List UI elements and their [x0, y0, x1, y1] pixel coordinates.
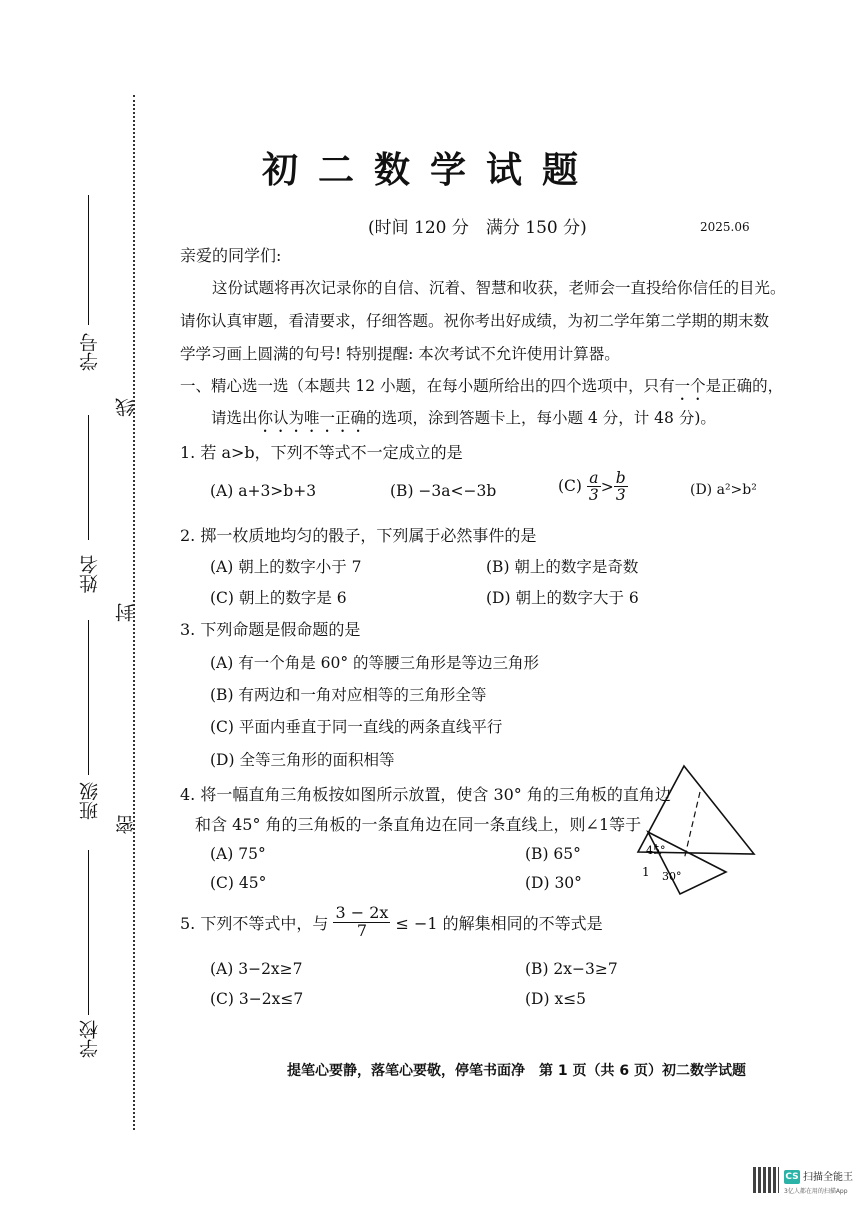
q1-gt: >	[600, 477, 614, 496]
camscanner-name: 扫描全能王	[803, 1172, 853, 1183]
class-blank[interactable]	[88, 620, 89, 775]
q4-option-d[interactable]: (D) 30°	[525, 874, 582, 892]
q2-option-d[interactable]: (D) 朝上的数字大于 6	[486, 589, 639, 607]
name-label: 姓名	[79, 555, 101, 593]
q5-stem-b: ≤ −1 的解集相同的不等式是	[395, 913, 603, 933]
question-4-stem-line-1: 4. 将一幅直角三角板按如图所示放置，使含 30° 角的三角板的直角边	[180, 785, 671, 804]
triangle-30	[638, 766, 754, 854]
seal-line-char: 线	[115, 398, 137, 417]
intro-line-1: 这份试题将再次记录你的自信、沉着、智慧和收获，老师会一直投给你信任的目光。	[212, 279, 786, 297]
q1-option-c-label: (C)	[558, 476, 582, 495]
q4-option-b[interactable]: (B) 65°	[525, 845, 581, 863]
exam-date: 2025.06	[700, 220, 750, 234]
q5-option-a[interactable]: (A) 3−2x≥7	[210, 960, 303, 978]
school-blank[interactable]	[88, 850, 89, 1015]
q5-option-c[interactable]: (C) 3−2x≤7	[210, 990, 304, 1008]
q1-option-c[interactable]	[558, 470, 628, 504]
section-1-instruction-line-1	[180, 377, 783, 404]
page-footer: 提笔心要静，落笔心要敬，停笔书面净 第 1 页（共 6 页）初二数学试题	[287, 1063, 746, 1079]
class-label: 班级	[79, 782, 101, 820]
q3-option-b[interactable]: (B) 有两边和一角对应相等的三角形全等	[210, 686, 487, 704]
section-1-text-a: 一、精心选一选（本题共 12 小题，在每小题所给出的四个选项中，只有	[180, 377, 675, 395]
section-1-instruction-line-2	[211, 409, 716, 436]
dashed-line	[684, 792, 700, 860]
label-30: 30°	[662, 870, 682, 883]
question-2-stem: 2. 掷一枚质地均匀的骰子，下列属于必然事件的是	[180, 526, 537, 545]
section-1-emph-a: 一个	[674, 377, 706, 395]
q1-option-a[interactable]: (A) a+3>b+3	[210, 482, 317, 500]
q4-triangle-figure	[628, 762, 768, 904]
q1-frac-b3: $\frac{b}{3}$	[615, 469, 626, 505]
qr-code-icon	[753, 1167, 779, 1193]
label-45: 45°	[646, 844, 666, 857]
label-angle-1: 1	[642, 865, 650, 879]
q1-option-d[interactable]: (D) a²>b²	[690, 482, 757, 498]
question-1-stem: 1. 若 a>b，下列不等式不一定成立的是	[180, 443, 463, 462]
name-blank[interactable]	[88, 415, 89, 540]
section-1-text-b: 是正确的，	[705, 377, 784, 395]
question-3-stem: 3. 下列命题是假命题的是	[180, 620, 361, 639]
triangle-45	[648, 832, 726, 894]
q5-option-d[interactable]: (D) x≤5	[525, 990, 587, 1008]
question-4-stem-line-2: 和含 45° 角的三角板的一条直角边在同一条直线上，则∠1等于	[195, 815, 642, 834]
exam-subtitle: (时间 120 分 满分 150 分)	[368, 218, 587, 238]
student-id-blank[interactable]	[88, 195, 89, 325]
camscanner-logo-icon: CS	[785, 1172, 799, 1182]
greeting: 亲爱的同学们:	[180, 246, 282, 265]
q3-option-d[interactable]: (D) 全等三角形的面积相等	[210, 751, 395, 769]
page-title: 初二数学试题	[261, 150, 598, 191]
section-1-text-c: 请选出	[211, 409, 258, 427]
intro-line-2: 请你认真审题，看清要求，仔细答题。祝你考出好成绩，为初二学年第二学期的期末数	[180, 312, 770, 330]
student-id-label: 学号	[79, 333, 101, 371]
camscanner-tagline: 3亿人都在用的扫描App	[784, 1188, 848, 1195]
q5-option-b[interactable]: (B) 2x−3≥7	[525, 960, 618, 978]
q5-stem-a: 5. 下列不等式中，与	[180, 913, 329, 933]
q3-option-a[interactable]: (A) 有一个角是 60° 的等腰三角形是等边三角形	[210, 654, 540, 672]
q5-fraction: $\frac{3 - 2x}{7}$	[335, 903, 389, 940]
q1-option-b[interactable]: (B) −3a<−3b	[390, 482, 497, 500]
q2-option-a[interactable]: (A) 朝上的数字小于 7	[210, 558, 362, 576]
intro-line-3: 学学习画上圆满的句号! 特别提醒: 本次考试不允许使用计算器。	[180, 345, 620, 363]
q4-option-c[interactable]: (C) 45°	[210, 874, 267, 892]
q3-option-c[interactable]: (C) 平面内垂直于同一直线的两条直线平行	[210, 718, 503, 736]
section-1-text-d: 的选项，涂到答题卡上，每小题 4 分，计 48 分)。	[366, 409, 716, 427]
seal-mi-char: 密	[115, 815, 137, 834]
q4-option-a[interactable]: (A) 75°	[210, 845, 266, 863]
question-5-stem	[180, 905, 603, 940]
seal-feng-char: 封	[115, 603, 137, 622]
school-label: 学校	[79, 1020, 101, 1058]
section-1-emph-b: 你认为唯一正确	[257, 409, 367, 427]
q2-option-c[interactable]: (C) 朝上的数字是 6	[210, 589, 347, 607]
q1-frac-a3: $\frac{a}{3}$	[588, 469, 599, 505]
q2-option-b[interactable]: (B) 朝上的数字是奇数	[486, 558, 639, 576]
